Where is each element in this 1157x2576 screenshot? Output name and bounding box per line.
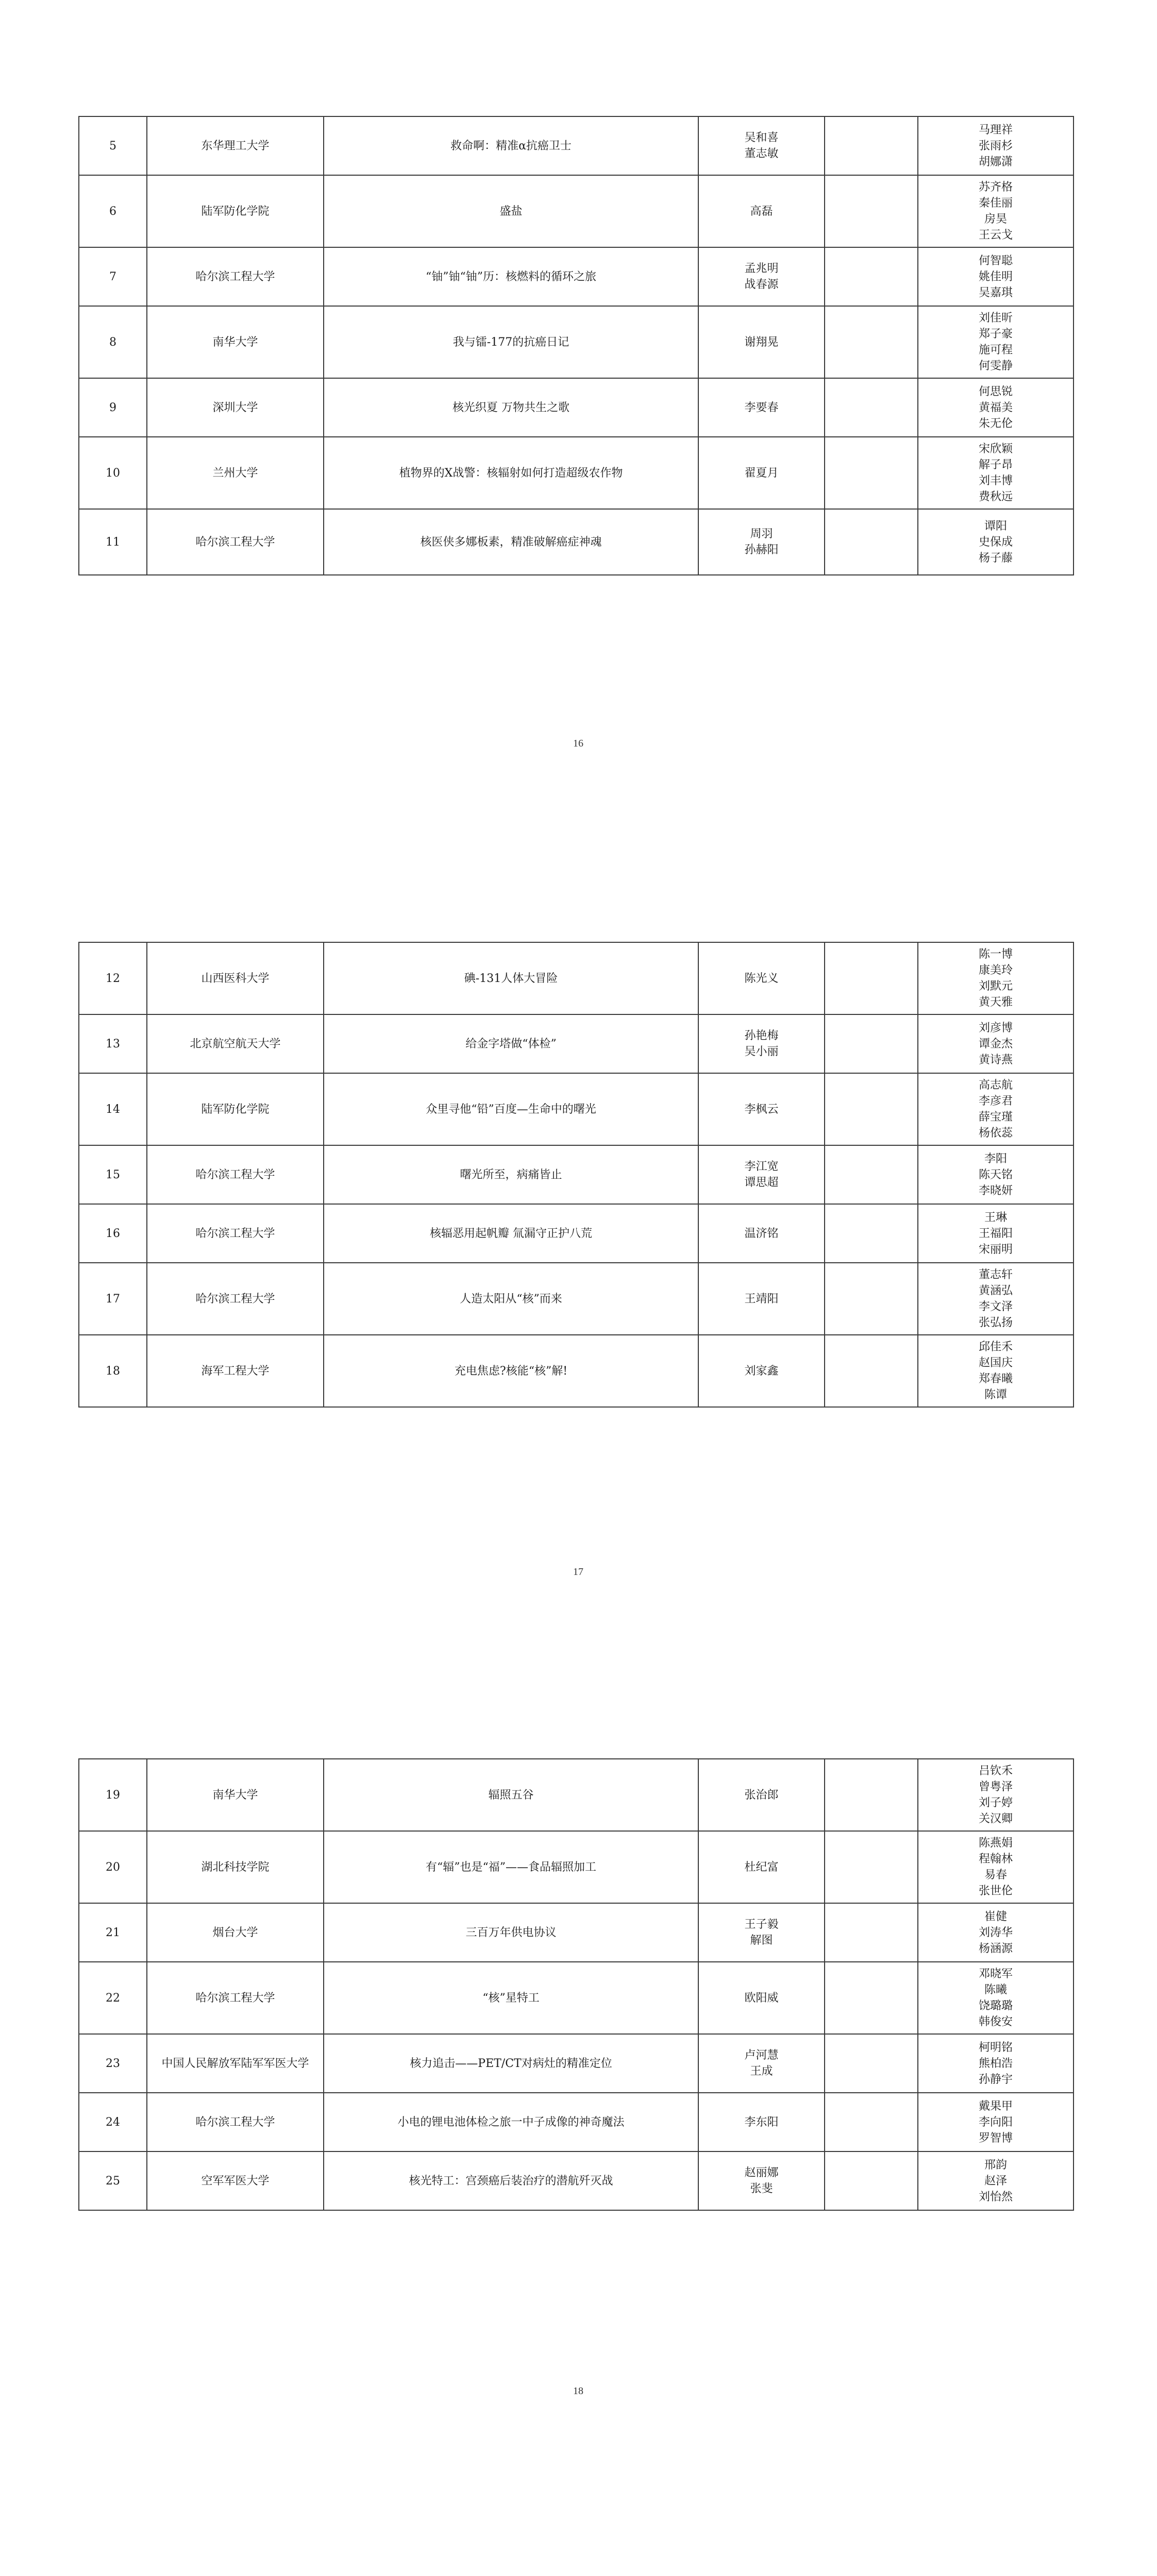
table-row	[79, 1073, 1074, 1145]
row-number: 21	[79, 1903, 147, 1962]
member-names: 何思锐 黄福美 朱无伦	[918, 378, 1074, 437]
tutor-names: 李东阳	[698, 2093, 825, 2151]
work-title: 核医侠多娜板素，精准破解癌症神魂	[324, 509, 698, 575]
work-title: 盛盐	[324, 175, 698, 247]
row-number: 12	[79, 942, 147, 1014]
school-name: 烟台大学	[147, 1903, 324, 1962]
row-number: 5	[79, 116, 147, 175]
empty-cell	[825, 1145, 918, 1204]
school-name: 哈尔滨工程大学	[147, 247, 324, 306]
tutor-names: 赵丽娜 张斐	[698, 2151, 825, 2210]
work-title: 有“辐”也是“福”——食品辐照加工	[324, 1831, 698, 1903]
member-names: 刘佳昕 郑子豪 施可程 何雯静	[918, 306, 1074, 378]
work-title: 辐照五谷	[324, 1759, 698, 1831]
work-title: 核光织夏 万物共生之歌	[324, 378, 698, 437]
table-row	[79, 1145, 1074, 1204]
table-row	[79, 378, 1074, 437]
tutor-names: 李要春	[698, 378, 825, 437]
table-row	[79, 1759, 1074, 1831]
school-name: 南华大学	[147, 1759, 324, 1831]
empty-cell	[825, 1335, 918, 1407]
tutor-names: 王靖阳	[698, 1263, 825, 1335]
member-names: 董志轩 黄涵弘 李文泽 张弘扬	[918, 1263, 1074, 1335]
row-number: 13	[79, 1014, 147, 1073]
empty-cell	[825, 1014, 918, 1073]
work-title: 救命啊：精准α抗癌卫士	[324, 116, 698, 175]
member-names: 刘彦博 谭金杰 黄诗燕	[918, 1014, 1074, 1073]
empty-cell	[825, 1962, 918, 2034]
row-number: 20	[79, 1831, 147, 1903]
empty-cell	[825, 1759, 918, 1831]
school-name: 中国人民解放军陆军军医大学	[147, 2034, 324, 2093]
member-names: 柯明铭 熊柏浩 孙静宇	[918, 2034, 1074, 2093]
tutor-names: 孟兆明 战春源	[698, 247, 825, 306]
table-row	[79, 116, 1074, 175]
empty-cell	[825, 437, 918, 509]
member-names: 宋欣颖 解子昂 刘丰博 费秋远	[918, 437, 1074, 509]
row-number: 18	[79, 1335, 147, 1407]
school-name: 海军工程大学	[147, 1335, 324, 1407]
tutor-names: 刘家鑫	[698, 1335, 825, 1407]
tutor-names: 陈光义	[698, 942, 825, 1014]
table-row	[79, 175, 1074, 247]
empty-cell	[825, 1903, 918, 1962]
awards-table	[78, 116, 1074, 575]
work-title: 众里寻他“铅”百度—生命中的曙光	[324, 1073, 698, 1145]
row-number: 24	[79, 2093, 147, 2151]
member-names: 崔健 刘涛华 杨涵源	[918, 1903, 1074, 1962]
table-row	[79, 306, 1074, 378]
member-names: 邢韵 赵泽 刘怡然	[918, 2151, 1074, 2210]
member-names: 马理祥 张雨杉 胡娜潇	[918, 116, 1074, 175]
row-number: 15	[79, 1145, 147, 1204]
work-title: 植物界的X战警：核辐射如何打造超级农作物	[324, 437, 698, 509]
row-number: 25	[79, 2151, 147, 2210]
tutor-names: 李江宽 谭思超	[698, 1145, 825, 1204]
work-title: “铀”铀“铀”历：核燃料的循环之旅	[324, 247, 698, 306]
row-number: 10	[79, 437, 147, 509]
work-title: 碘-131人体大冒险	[324, 942, 698, 1014]
table-row	[79, 1204, 1074, 1263]
member-names: 苏齐格 秦佳丽 房昊 王云戈	[918, 175, 1074, 247]
work-title: 核光特工：宫颈癌后装治疗的潜航歼灭战	[324, 2151, 698, 2210]
table-row	[79, 247, 1074, 306]
member-names: 邱佳禾 赵国庆 郑春曦 陈谭	[918, 1335, 1074, 1407]
empty-cell	[825, 175, 918, 247]
work-title: 核辐恶用起帆瓣 氚漏守正护八荒	[324, 1204, 698, 1263]
member-names: 谭阳 史保成 杨子藤	[918, 509, 1074, 575]
member-names: 戴果甲 李向阳 罗智博	[918, 2093, 1074, 2151]
table-row	[79, 2093, 1074, 2151]
awards-table	[78, 1758, 1074, 2211]
page-number: 16	[573, 738, 583, 749]
table-row	[79, 1962, 1074, 2034]
tutor-names: 谢翔晃	[698, 306, 825, 378]
table-row	[79, 1903, 1074, 1962]
table-row	[79, 2034, 1074, 2093]
tutor-names: 温济铭	[698, 1204, 825, 1263]
school-name: 陆军防化学院	[147, 175, 324, 247]
awards-table	[78, 942, 1074, 1408]
member-names: 吕钦禾 曾粤泽 刘子婷 关汉卿	[918, 1759, 1074, 1831]
empty-cell	[825, 247, 918, 306]
work-title: 核力追击——PET/CT对病灶的精准定位	[324, 2034, 698, 2093]
row-number: 19	[79, 1759, 147, 1831]
work-title: 人造太阳从“核”而来	[324, 1263, 698, 1335]
school-name: 山西医科大学	[147, 942, 324, 1014]
school-name: 空军军医大学	[147, 2151, 324, 2210]
empty-cell	[825, 1831, 918, 1903]
row-number: 22	[79, 1962, 147, 2034]
member-names: 邓晓军 陈曦 饶璐璐 韩俊安	[918, 1962, 1074, 2034]
school-name: 陆军防化学院	[147, 1073, 324, 1145]
school-name: 南华大学	[147, 306, 324, 378]
work-title: 充电焦虑?核能“核”解!	[324, 1335, 698, 1407]
school-name: 兰州大学	[147, 437, 324, 509]
school-name: 哈尔滨工程大学	[147, 1962, 324, 2034]
row-number: 23	[79, 2034, 147, 2093]
row-number: 8	[79, 306, 147, 378]
row-number: 16	[79, 1204, 147, 1263]
table-row	[79, 437, 1074, 509]
page-number: 18	[573, 2385, 583, 2397]
empty-cell	[825, 116, 918, 175]
tutor-names: 张治郎	[698, 1759, 825, 1831]
tutor-names: 卢河慧 王成	[698, 2034, 825, 2093]
row-number: 17	[79, 1263, 147, 1335]
empty-cell	[825, 1073, 918, 1145]
school-name: 湖北科技学院	[147, 1831, 324, 1903]
table-row	[79, 2151, 1074, 2210]
table-row	[79, 509, 1074, 575]
tutor-names: 王子毅 解图	[698, 1903, 825, 1962]
school-name: 哈尔滨工程大学	[147, 2093, 324, 2151]
school-name: 东华理工大学	[147, 116, 324, 175]
tutor-names: 杜纪富	[698, 1831, 825, 1903]
tutor-names: 孙艳梅 吴小丽	[698, 1014, 825, 1073]
row-number: 6	[79, 175, 147, 247]
work-title: 给金字塔做“体检”	[324, 1014, 698, 1073]
member-names: 李阳 陈天铭 李晓妍	[918, 1145, 1074, 1204]
table-row	[79, 1831, 1074, 1903]
member-names: 陈一博 康美玲 刘默元 黄天雅	[918, 942, 1074, 1014]
table-row	[79, 1335, 1074, 1407]
row-number: 14	[79, 1073, 147, 1145]
work-title: 小电的锂电池体检之旅一中子成像的神奇魔法	[324, 2093, 698, 2151]
member-names: 陈燕娟 程翰林 易春 张世伦	[918, 1831, 1074, 1903]
page-number: 17	[573, 1566, 583, 1578]
empty-cell	[825, 509, 918, 575]
school-name: 哈尔滨工程大学	[147, 1204, 324, 1263]
school-name: 哈尔滨工程大学	[147, 1263, 324, 1335]
empty-cell	[825, 2151, 918, 2210]
member-names: 王琳 王福阳 宋丽明	[918, 1204, 1074, 1263]
tutor-names: 高磊	[698, 175, 825, 247]
school-name: 北京航空航天大学	[147, 1014, 324, 1073]
tutor-names: 李枫云	[698, 1073, 825, 1145]
tutor-names: 吴和喜 董志敏	[698, 116, 825, 175]
row-number: 11	[79, 509, 147, 575]
member-names: 何智聪 姚佳明 吴嘉琪	[918, 247, 1074, 306]
empty-cell	[825, 2093, 918, 2151]
empty-cell	[825, 1263, 918, 1335]
school-name: 深圳大学	[147, 378, 324, 437]
empty-cell	[825, 378, 918, 437]
school-name: 哈尔滨工程大学	[147, 1145, 324, 1204]
tutor-names: 翟夏月	[698, 437, 825, 509]
school-name: 哈尔滨工程大学	[147, 509, 324, 575]
tutor-names: 欧阳威	[698, 1962, 825, 2034]
row-number: 7	[79, 247, 147, 306]
tutor-names: 周羽 孙赫阳	[698, 509, 825, 575]
table-row	[79, 942, 1074, 1014]
empty-cell	[825, 2034, 918, 2093]
work-title: 三百万年供电协议	[324, 1903, 698, 1962]
row-number: 9	[79, 378, 147, 437]
empty-cell	[825, 1204, 918, 1263]
table-row	[79, 1014, 1074, 1073]
member-names: 高志航 李彦君 薛宝瑾 杨依蕊	[918, 1073, 1074, 1145]
empty-cell	[825, 306, 918, 378]
work-title: 曙光所至，病痛皆止	[324, 1145, 698, 1204]
table-row	[79, 1263, 1074, 1335]
work-title: 我与镭-177的抗癌日记	[324, 306, 698, 378]
work-title: “核”星特工	[324, 1962, 698, 2034]
empty-cell	[825, 942, 918, 1014]
